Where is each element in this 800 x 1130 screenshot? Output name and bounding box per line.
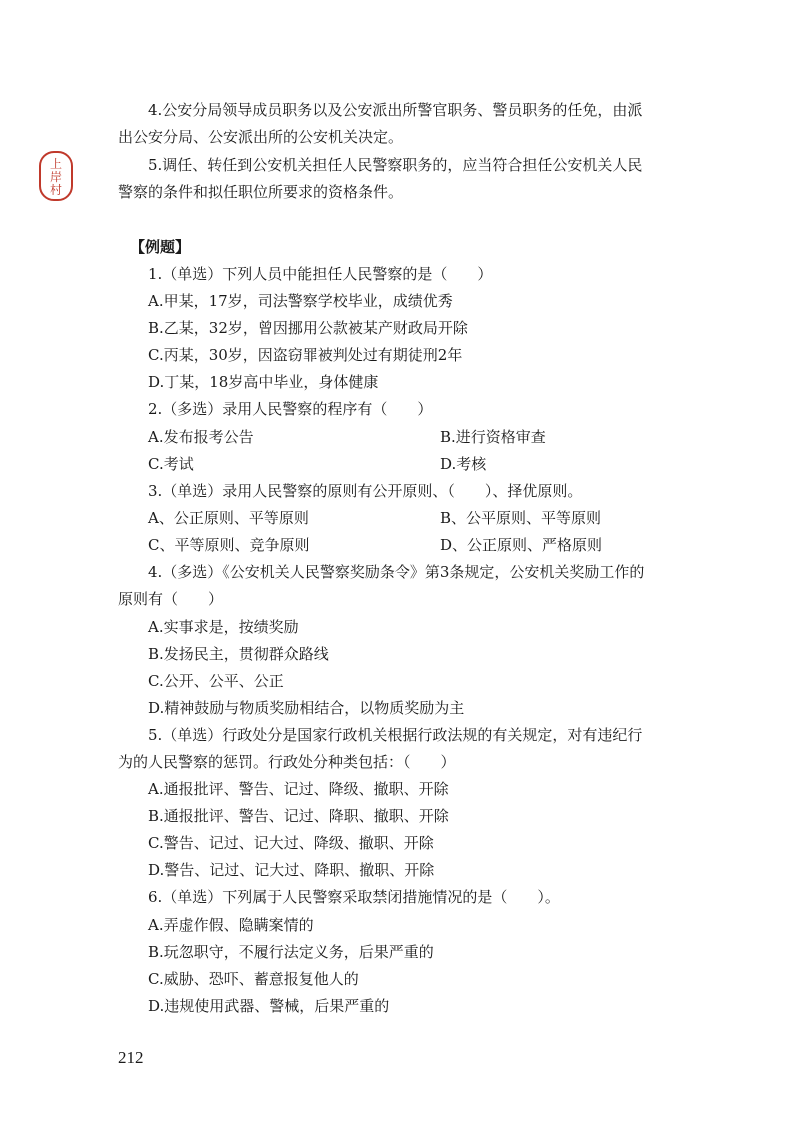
question-option: D.丁某，18岁高中毕业，身体健康 bbox=[148, 373, 379, 391]
question-option: A.通报批评、警告、记过、降级、撤职、开除 bbox=[148, 780, 449, 798]
question-option: D.违规使用武器、警械，后果严重的 bbox=[148, 997, 390, 1015]
question-option: A.甲某，17岁，司法警察学校毕业，成绩优秀 bbox=[148, 292, 453, 310]
question-option: C.公开、公平、公正 bbox=[148, 672, 284, 690]
question-stem: 4.（多选）《公安机关人民警察奖励条令》第3条规定，公安机关奖励工作的 bbox=[148, 563, 645, 581]
question-option: A.实事求是，按绩奖励 bbox=[148, 618, 299, 636]
svg-text:村: 村 bbox=[49, 183, 63, 197]
question-option: B、公平原则、平等原则 bbox=[440, 509, 602, 527]
question-option: C.考试 bbox=[148, 455, 194, 473]
section-heading: 【例题】 bbox=[130, 238, 191, 256]
question-option: B.进行资格审查 bbox=[440, 428, 546, 446]
question-option: B.通报批评、警告、记过、降职、撤职、开除 bbox=[148, 807, 449, 825]
paragraph-line: 警察的条件和拟任职位所要求的资格条件。 bbox=[118, 183, 404, 201]
question-stem: 3.（单选）录用人民警察的原则有公开原则、（ ）、择优原则。 bbox=[148, 482, 583, 500]
paragraph-line: 5.调任、转任到公安机关担任人民警察职务的，应当符合担任公安机关人民 bbox=[148, 156, 643, 174]
question-option: A.发布报考公告 bbox=[148, 428, 254, 446]
seal-logo-icon bbox=[38, 150, 74, 202]
question-option: B.发扬民主，贯彻群众路线 bbox=[148, 645, 329, 663]
question-option: C.警告、记过、记大过、降级、撤职、开除 bbox=[148, 834, 434, 852]
svg-text:上: 上 bbox=[49, 157, 63, 171]
question-option: D.考核 bbox=[440, 455, 487, 473]
question-option: C、平等原则、竞争原则 bbox=[148, 536, 310, 554]
question-option: B.乙某，32岁，曾因挪用公款被某产财政局开除 bbox=[148, 319, 468, 337]
paragraph-line: 出公安分局、公安派出所的公安机关决定。 bbox=[118, 128, 404, 146]
svg-text:岸: 岸 bbox=[49, 170, 63, 184]
question-option: D.警告、记过、记大过、降职、撤职、开除 bbox=[148, 861, 435, 879]
question-stem: 6.（单选）下列属于人民警察采取禁闭措施情况的是（ ）。 bbox=[148, 888, 560, 906]
question-option: C.丙某，30岁，因盗窃罪被判处过有期徒刑2年 bbox=[148, 346, 463, 364]
question-option: A.弄虚作假、隐瞒案情的 bbox=[148, 916, 314, 934]
question-option: B.玩忽职守，不履行法定义务，后果严重的 bbox=[148, 943, 434, 961]
paragraph-line: 4.公安分局领导成员职务以及公安派出所警官职务、警员职务的任免，由派 bbox=[148, 101, 643, 119]
question-option: D、公正原则、严格原则 bbox=[440, 536, 603, 554]
question-stem: 2.（多选）录用人民警察的程序有（ ） bbox=[148, 400, 433, 418]
question-stem: 1.（单选）下列人员中能担任人民警察的是（ ） bbox=[148, 265, 493, 283]
question-stem: 为的人民警察的惩罚。行政处分种类包括：（ ） bbox=[118, 753, 456, 771]
question-stem: 原则有（ ） bbox=[118, 590, 224, 608]
question-option: D.精神鼓励与物质奖励相结合，以物质奖励为主 bbox=[148, 699, 465, 717]
page-number: 212 bbox=[118, 1048, 144, 1067]
question-option: C.威胁、恐吓、蓄意报复他人的 bbox=[148, 970, 359, 988]
question-stem: 5.（单选）行政处分是国家行政机关根据行政法规的有关规定，对有违纪行 bbox=[148, 726, 643, 744]
question-option: A、公正原则、平等原则 bbox=[148, 509, 309, 527]
